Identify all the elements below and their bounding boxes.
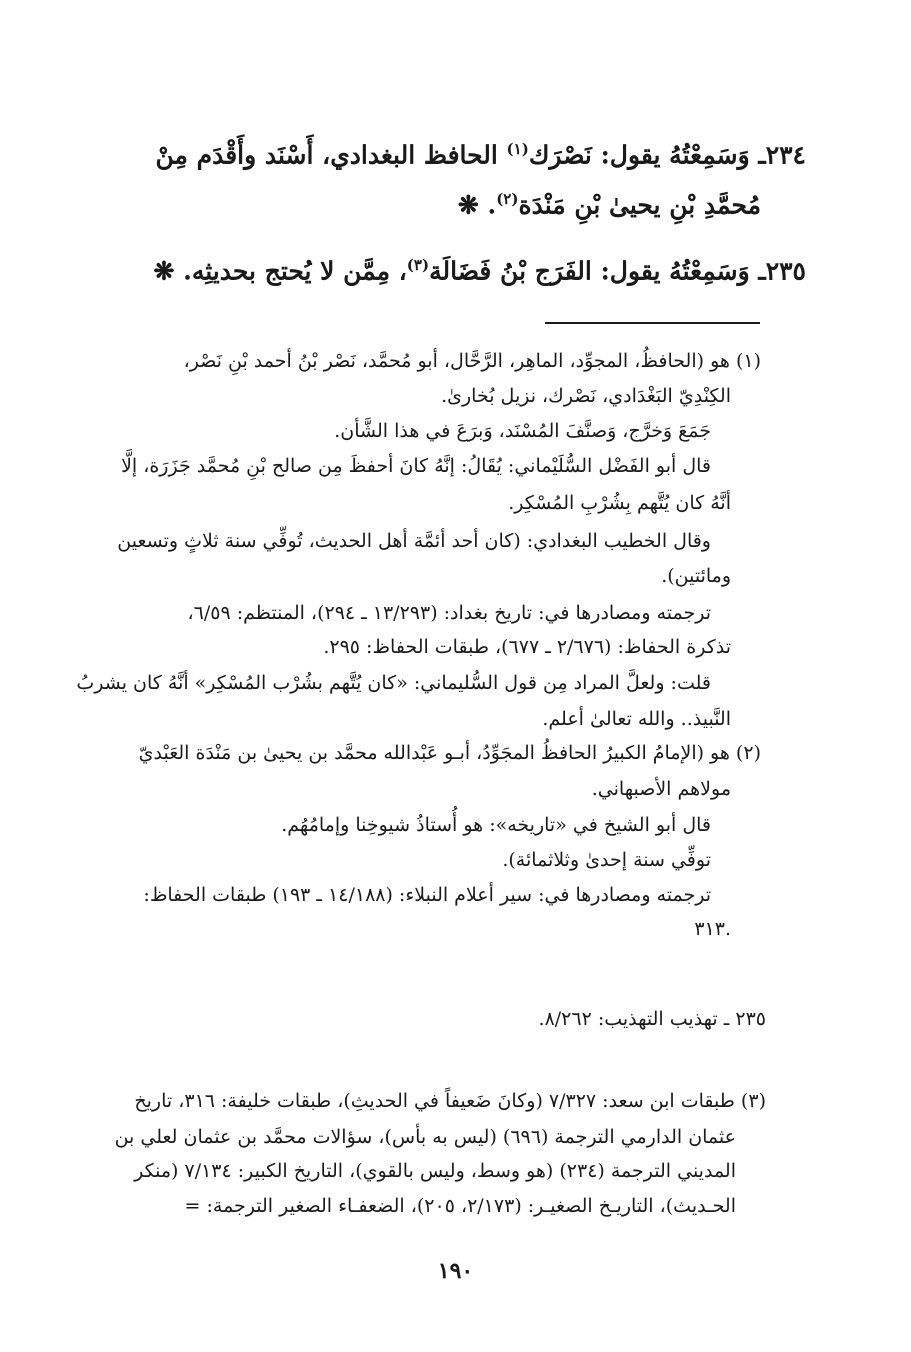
- footnote-line: الكِنْدِيّ البَغْدَادي، نَصْرك، نزيل بُخارىٰ.: [441, 385, 731, 407]
- footnote-line: ترجمته ومصادرها في: سير أعلام النبلاء: (١٤/١٨٨ ـ ١٩٣) طبقات الحفاظ:: [143, 884, 711, 906]
- footnote-line: (٣) طبقات ابن سعد: ٧/٣٢٧ (وكانَ ضَعيفاً في الحديثِ)، طبقات خليفة: ٣١٦، تاريخ: [134, 1090, 766, 1112]
- entry-text: ـ وَسَمِعْتُهُ يقول: الفَرَج بْنُ فَضَالَة: [429, 256, 766, 286]
- entry-235-line-1: [154, 256, 807, 285]
- footnote-line: قال أبو الفَضْل السُّلَيْماني: يُقَالُ: إنَّهُ كانَ أحفظَ مِن صالح بْنِ مُحمَّد جَزَرَة، إلَّا: [121, 455, 711, 477]
- footnote-ref: (٢): [496, 190, 519, 208]
- footnote-separator: [545, 322, 760, 324]
- footnote-line: قال أبو الشيخ في «تاريخه»: هو أُستاذُ شيوخِنا وإمامُهُم.: [281, 814, 711, 836]
- footnote-ref: (٣): [406, 256, 430, 274]
- page-number: ١٩٠: [437, 1258, 474, 1284]
- footnote-line: قلت: ولعلَّ المراد مِن قول السُّليماني: «كان يُتَّهم بشُرْب المُسْكِر» أنَّهُ كان يشربُ: [76, 672, 711, 694]
- footnote-line: جَمَعَ وَخرَّج، وَصنَّفَ المُسْنَد، وَبرَعَ في هذا الشَّأن.: [334, 420, 711, 442]
- footnote-line: مولاهم الأصبهاني.: [591, 778, 731, 800]
- entry-text: . ❋: [457, 190, 497, 220]
- entry-234-line-2: [458, 190, 761, 219]
- footnote-line: أنَّهُ كان يُتَّهم بِشُرْبِ المُسْكِر.: [508, 492, 731, 514]
- footnote-line: المديني الترجمة (٢٣٤) (هو وسط، وليس بالقوي)، التاريخ الكبير: ٧/١٣٤ (منكر: [134, 1160, 736, 1182]
- footnote-line: تذكرة الحفاظ: (٢/٦٧٦ ـ ٦٧٧)، طبقات الحفاظ: ٢٩٥.: [323, 636, 731, 658]
- footnote-line: عثمان الدارمي الترجمة (٦٩٦) (ليس به بأس)، سؤالات محمَّد بن عثمان لعلي بن: [114, 1126, 736, 1148]
- entry-text: الحافظ البغدادي، أَسْنَد وأَقْدَم مِنْ: [155, 140, 507, 170]
- entry-text: مُحمَّدِ بْنِ يحيىٰ بْنِ مَنْدَة: [518, 190, 761, 220]
- entry-number: ٢٣٥: [765, 256, 806, 286]
- footnote-ref: (١): [506, 140, 529, 158]
- footnote-line: ٣١٣.: [694, 918, 731, 940]
- footnote-line: وقال الخطيب البغدادي: (كان أحد أئمَّة أهل الحديث، تُوفِّي سنة ثلاثٍ وتسعين: [117, 530, 711, 552]
- sources-note: ٢٣٥ ـ تهذيب التهذيب: ٨/٢٦٢.: [538, 1008, 766, 1030]
- footnote-line: (٢) هو (الإمامُ الكبيرُ الحافظُ المجَوِّدُ، أبـو عَبْدالله محمَّد بن يحيىٰ بن مَنْدَة العَبْديّ: [138, 742, 761, 764]
- footnote-line: (١) هو (الحافظُ، المجوِّد، الماهِر، الرَّحَّال، أبو مُحمَّد، نَصْر بْنُ أحمد بْنِ نَصْر،: [183, 350, 761, 372]
- footnote-line: ومائتين).: [661, 565, 731, 587]
- footnote-line: النَّبيذ.. والله تعالىٰ أعلم.: [542, 708, 731, 730]
- entry-text: ، مِمَّن لا يُحتج بحديثِه. ❋: [153, 256, 407, 286]
- entry-234-line-1: [155, 140, 806, 169]
- footnote-line: الحـديث)، التاريـخ الصغيـر: (٢/١٧٣، ٢٠٥)، الضعفـاء الصغير الترجمة: =: [184, 1195, 736, 1217]
- footnote-line: ترجمته ومصادرها في: تاريخ بغداد: (١٣/٢٩٣ ـ ٢٩٤)، المنتظم: ٦/٥٩،: [187, 602, 711, 624]
- footnote-line: توفِّي سنة إحدىٰ وثلاثمائة).: [502, 849, 711, 871]
- entry-text: ـ وَسَمِعْتُهُ يقول: نَصْرَك: [528, 140, 766, 170]
- entry-number: ٢٣٤: [765, 140, 806, 170]
